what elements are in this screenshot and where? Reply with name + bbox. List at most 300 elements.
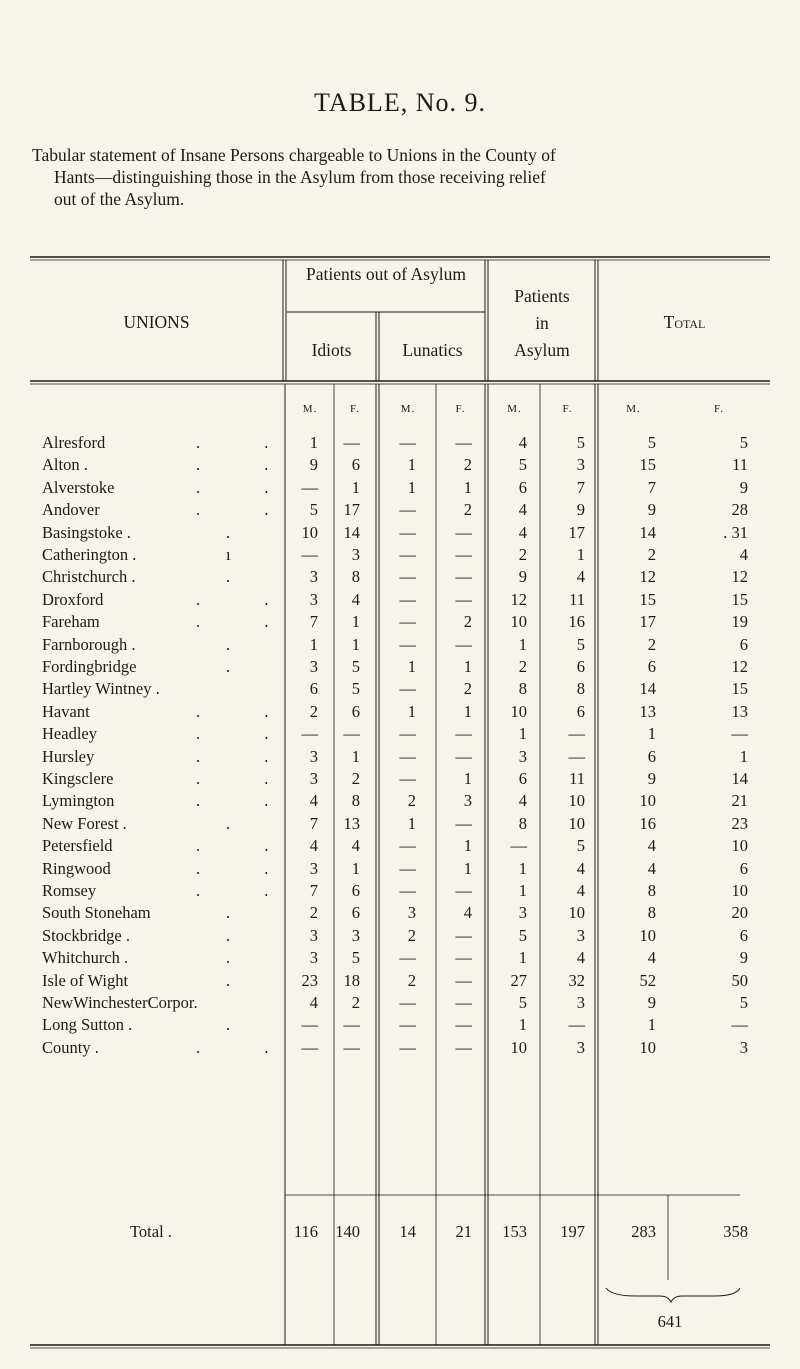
table-row [0,948,800,970]
cell-value: — [455,1037,472,1057]
cell-value: 3 [518,746,527,766]
cell-value: 2 [309,701,318,721]
cell-value: 3 [309,589,318,609]
cell-value: 3 [309,746,318,766]
cell-value: 1 [647,1015,656,1035]
table-row [0,926,800,948]
union-name: Catherington . [42,545,137,564]
header-idiots: Idiots [311,340,352,360]
cell-value: 8 [647,903,656,923]
cell-value: — [301,724,318,744]
cell-value: 1 [407,813,416,833]
cell-value: 4 [647,948,656,968]
union-name: Isle of Wight [42,970,129,990]
subheader-f: F. [455,403,466,415]
cell-value: 16 [639,813,656,833]
union-name: Headley [42,724,97,744]
cell-value: 1 [407,455,416,475]
cell-value: 10 [301,522,318,542]
total-value: 283 [631,1222,656,1241]
cell-value: 6 [647,746,656,766]
cell-value: 1 [407,657,416,676]
cell-value: 13 [639,701,656,721]
cell-value: 1 [463,836,472,856]
cell-value: 2 [407,970,416,990]
cell-value: — [343,1015,360,1035]
cell-value: 7 [309,881,318,900]
leader-dots: . . [196,724,299,744]
leader-dots: . [226,948,261,968]
cell-value: 4 [739,545,748,564]
total-value: 21 [455,1222,472,1241]
cell-value: 1 [351,612,360,632]
cell-value: 4 [463,903,472,923]
cell-value: 10 [568,903,585,923]
cell-value: 28 [731,500,748,520]
cell-value: — [455,545,472,564]
cell-value: . 31 [723,522,748,542]
union-name: Lymington [42,791,115,811]
total-value: 140 [335,1222,360,1241]
cell-value: 8 [518,679,527,699]
cell-value: — [399,612,416,632]
cell-value: 10 [510,612,527,632]
cell-value: — [399,948,416,968]
cell-value: 3 [518,903,527,923]
subheader-f: F. [714,403,724,415]
table-row [0,455,800,477]
cell-value: 10 [731,881,748,900]
table-row [0,971,800,993]
cell-value: 8 [351,567,360,587]
header-patients-in: Patients [514,286,570,306]
cell-value: — [343,433,360,452]
leader-dots: . [226,522,261,542]
cell-value: 1 [463,477,472,497]
cell-value: — [455,970,472,990]
cell-value: 5 [351,679,360,699]
cell-value: — [399,724,416,744]
cell-value: — [455,881,472,900]
union-name: Farnborough . [42,634,136,654]
cell-value: 9 [739,477,748,497]
cell-value: 3 [309,769,318,788]
cell-value: 1 [309,634,318,654]
cell-value: 1 [647,724,656,744]
intro-line: Hants—distinguishing those in the Asylum from those receiving relief [54,167,546,187]
cell-value: 9 [739,948,748,968]
cell-value: 1 [351,746,360,766]
cell-value: 5 [351,948,360,968]
union-name: Ringwood [42,858,111,878]
cell-value: 1 [576,545,585,564]
cell-value: 1 [463,769,472,788]
leader-dots: . [226,903,261,923]
cell-value: 4 [518,500,527,520]
cell-value: — [455,724,472,744]
cell-value: 14 [343,522,360,542]
cell-value: 10 [510,1037,527,1057]
total-value: 14 [399,1222,416,1241]
cell-value: — [455,522,472,542]
cell-value: 4 [576,567,585,587]
cell-value: 6 [351,881,360,900]
cell-value: 32 [568,970,585,990]
cell-value: 8 [576,679,585,699]
cell-value: 6 [739,925,748,945]
total-value: 358 [723,1222,748,1241]
cell-value: 9 [518,567,527,587]
header-patients-in: in [535,313,549,333]
cell-value: 5 [309,500,318,520]
cell-value: 11 [569,769,585,788]
cell-value: 1 [351,858,360,878]
cell-value: 5 [739,993,748,1012]
union-name: South Stoneham [42,903,151,923]
cell-value: 6 [309,679,318,699]
cell-value: 11 [569,589,585,609]
cell-value: — [399,545,416,564]
leader-dots: . . [196,746,299,766]
cell-value: 3 [351,545,360,564]
cell-value: — [399,858,416,878]
cell-value: 23 [301,970,318,990]
union-name: Fordingbridge [42,657,137,676]
table-row [0,567,800,589]
table-title: TABLE, No. 9. [314,88,486,117]
cell-value: 1 [518,881,527,900]
leader-dots: . [226,1015,261,1035]
cell-value: 4 [576,858,585,878]
cell-value: 17 [343,500,360,520]
leader-dots: . . [196,477,299,497]
cell-value: 3 [309,657,318,676]
cell-value: 1 [518,858,527,878]
cell-value: — [399,500,416,520]
cell-value: 2 [463,500,472,520]
union-name: Petersfield [42,836,113,856]
cell-value: 1 [518,724,527,744]
cell-value: 1 [407,701,416,721]
cell-value: 6 [647,657,656,676]
cell-value: 1 [518,634,527,654]
cell-value: 4 [518,791,527,811]
table-row [0,993,800,1015]
cell-value: 13 [731,701,748,721]
cell-value: 4 [309,791,318,811]
cell-value: 9 [647,993,656,1012]
subheader-m: M. [302,403,318,415]
subheader-m: M. [626,403,641,415]
leader-dots: . . [196,500,299,520]
cell-value: 3 [576,993,585,1012]
cell-value: 12 [639,567,656,587]
cell-value: 7 [576,477,585,497]
cell-value: 4 [309,993,318,1012]
cell-value: 10 [639,791,656,811]
union-name: Alton . [42,455,88,475]
cell-value: 2 [647,545,656,564]
cell-value: 15 [731,679,748,699]
cell-value: — [399,679,416,699]
cell-value: 2 [463,455,472,475]
union-name: Droxford [42,589,104,609]
leader-dots: . [226,813,261,833]
union-name: Fareham [42,612,100,632]
cell-value: 2 [463,679,472,699]
table-row [0,881,800,903]
cell-value: — [568,1015,585,1035]
cell-value: — [455,433,472,452]
leader-dots: . . [196,791,299,811]
table-row [0,724,800,746]
cell-value: 16 [568,612,585,632]
cell-value: 5 [576,433,585,452]
union-name: Romsey [42,881,97,900]
union-name: NewWinchesterCorpor. [42,993,198,1012]
cell-value: 4 [351,589,360,609]
cell-value: 9 [309,455,318,475]
cell-value: — [399,589,416,609]
cell-value: 2 [647,634,656,654]
table-row [0,545,800,567]
cell-value: 1 [463,858,472,878]
subheader-m: M. [400,403,416,415]
cell-value: 5 [576,836,585,856]
cell-value: — [343,724,360,744]
leader-dots: . . [196,589,299,609]
cell-value: 3 [351,925,360,945]
cell-value: 4 [576,881,585,900]
cell-value: 20 [731,903,748,923]
cell-value: 6 [518,769,527,788]
cell-value: 12 [510,589,527,609]
cell-value: — [399,769,416,788]
cell-value: 5 [518,925,527,945]
header-lunatics: Lunatics [402,340,463,360]
cell-value: 2 [407,925,416,945]
union-name: Alverstoke [42,477,115,497]
union-name: Hursley [42,746,95,766]
cell-value: — [343,1037,360,1057]
cell-value: 14 [639,522,656,542]
union-name: Alresford [42,433,106,452]
cell-value: 15 [731,589,748,609]
cell-value: — [731,1015,748,1035]
table-row [0,612,800,634]
cell-value: 8 [351,791,360,811]
cell-value: 6 [518,477,527,497]
cell-value: — [455,1015,472,1035]
table-row [0,903,800,925]
cell-value: 3 [576,1037,585,1057]
cell-value: 52 [639,970,656,990]
cell-value: 3 [576,925,585,945]
cell-value: — [399,836,416,856]
leader-dots: . [226,567,261,587]
union-name: Basingstoke . [42,522,131,542]
cell-value: 13 [343,813,360,833]
leader-dots: . . [196,433,299,452]
leader-dots: . [226,925,261,945]
union-name: Whitchurch . [42,948,129,968]
cell-value: 23 [731,813,748,833]
union-name: County . [42,1037,99,1057]
cell-value: 18 [343,970,360,990]
leader-dots: . . [196,1037,299,1057]
cell-value: 1 [351,477,360,497]
total-value: 116 [293,1222,318,1241]
header-total: Total [663,312,706,332]
cell-value: 4 [647,836,656,856]
union-name: Christchurch . [42,567,136,587]
intro-line: out of the Asylum. [54,189,185,209]
cell-value: — [731,724,748,744]
cell-value: 3 [739,1037,748,1057]
intro-line: Tabular statement of Insane Persons chargeable to Unions in the County of [32,145,556,165]
cell-value: 10 [731,836,748,856]
cell-value: 2 [351,993,360,1012]
cell-value: 6 [351,455,360,475]
cell-value: — [455,948,472,968]
subheader-m: M. [507,403,522,415]
cell-value: 4 [518,522,527,542]
cell-value: — [399,522,416,542]
cell-value: 2 [463,612,472,632]
cell-value: — [399,1015,416,1035]
cell-value: 6 [576,657,585,676]
cell-value: — [455,746,472,766]
cell-value: 4 [647,858,656,878]
leader-dots: . . [196,701,299,721]
cell-value: — [301,477,318,497]
table-row [0,1038,800,1060]
cell-value: 11 [732,455,748,475]
cell-value: 3 [309,567,318,587]
total-value: 197 [560,1222,585,1241]
table-row [0,859,800,881]
cell-value: — [568,746,585,766]
cell-value: 17 [639,612,656,632]
cell-value: — [455,634,472,654]
cell-value: 12 [731,567,748,587]
cell-value: 6 [576,701,585,721]
header-patients-out: Patients out of Asylum [306,264,466,284]
table-row [0,702,800,724]
total-value: 153 [502,1222,527,1241]
cell-value: 1 [463,701,472,721]
cell-value: 2 [518,545,527,564]
cell-value: 6 [351,903,360,923]
cell-value: 2 [518,657,527,676]
subheader-f: F. [350,403,360,415]
cell-value: 3 [576,455,585,475]
leader-dots: . . [196,881,299,900]
cell-value: 1 [739,746,748,766]
cell-value: 14 [639,679,656,699]
cell-value: 6 [739,858,748,878]
union-name: Havant [42,701,90,721]
leader-dots: ı [226,545,261,564]
union-name: Andover [42,500,100,520]
cell-value: 1 [351,634,360,654]
header-unions: UNIONS [123,312,190,332]
table-row [0,814,800,836]
table-row [0,635,800,657]
cell-value: 10 [639,925,656,945]
cell-value: — [399,993,416,1012]
totals-label: Total . [130,1222,172,1241]
leader-dots: . [226,657,261,676]
cell-value: 1 [309,433,318,452]
leader-dots: . [226,970,261,990]
union-name: Stockbridge . [42,925,130,945]
cell-value: 15 [639,455,656,475]
cell-value: 1 [407,477,416,497]
cell-value: 14 [731,769,748,788]
cell-value: — [301,1037,318,1057]
cell-value: — [510,836,527,856]
cell-value: — [455,813,472,833]
header-patients-in: Asylum [514,340,570,360]
cell-value: — [399,433,416,452]
cell-value: 1 [518,948,527,968]
union-name: Kingsclere [42,769,114,788]
cell-value: 2 [407,791,416,811]
cell-value: 1 [463,657,472,676]
cell-value: 4 [518,433,527,452]
cell-value: — [399,634,416,654]
cell-value: 9 [647,500,656,520]
cell-value: 10 [568,813,585,833]
table-row [0,679,800,701]
leader-dots: . . [196,769,299,788]
cell-value: — [455,993,472,1012]
cell-value: — [399,746,416,766]
table-row [0,523,800,545]
cell-value: — [568,724,585,744]
cell-value: 2 [309,903,318,923]
cell-value: — [455,925,472,945]
table-row [0,433,800,455]
cell-value: 5 [739,433,748,452]
grand-total: 641 [657,1312,683,1331]
cell-value: 5 [518,993,527,1012]
cell-value: 10 [510,701,527,721]
cell-value: 2 [351,769,360,788]
cell-value: — [301,545,318,564]
cell-value: 5 [518,455,527,475]
cell-value: — [399,881,416,900]
table-row [0,500,800,522]
cell-value: 8 [518,813,527,833]
table-row [0,590,800,612]
cell-value: 5 [351,657,360,676]
cell-value: 12 [731,657,748,676]
cell-value: 3 [407,903,416,923]
table-row [0,791,800,813]
cell-value: — [301,1015,318,1035]
cell-value: 5 [647,433,656,452]
cell-value: 50 [731,970,748,990]
cell-value: 10 [568,791,585,811]
cell-value: 21 [731,791,748,811]
table-row [0,747,800,769]
leader-dots: . . [196,836,299,856]
cell-value: — [455,567,472,587]
leader-dots: . . [196,858,299,878]
table-row [0,836,800,858]
